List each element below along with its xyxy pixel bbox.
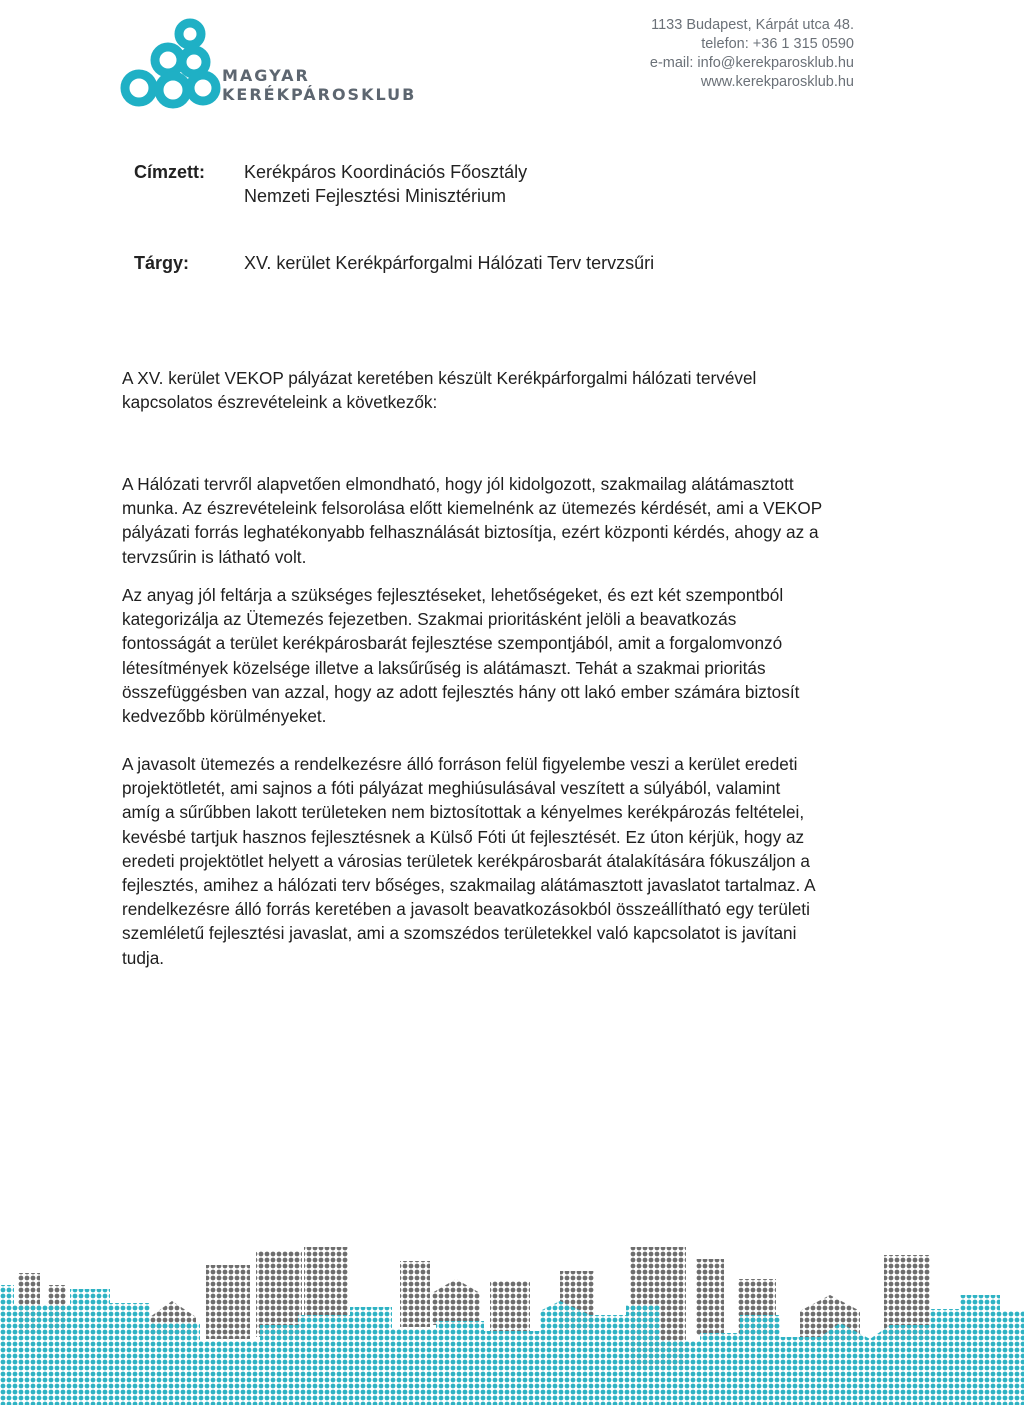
text-line: Az anyag jól feltárja a szükséges fejlesztéseket, lehetőségeket, és ezt két szempontból: [122, 585, 784, 605]
text-line: munka. Az észrevételeink felsorolása előtt kiemelnénk az ütemezés kérdését, ami a VEKOP: [122, 498, 823, 519]
text-line: fontosságát a terület kerékpárosbarát fejlesztése szempontjából, amit a forgalomvonzó: [122, 633, 783, 654]
text-line: amíg a sűrűbben lakott területeken nem biztosítottak a kényelmes kerékpározás feltételei,: [122, 802, 805, 823]
text-line: kevésbé tartjuk hasznos fejlesztésnek a Külső Fóti út fejlesztését. Ez úton kérjük, hogy az: [122, 826, 805, 847]
recipient-line-1: Kerékpáros Koordinációs Főosztály: [244, 162, 528, 182]
paragraph-2: [122, 583, 912, 728]
text-line: létesítmények közelsége illetve a laksűrűség is alátámaszt. Tehát a szakmai prioritás: [122, 657, 766, 678]
text-line: projektötletét, ami sajnos a fóti pályázat meghiúsulásával veszített a súlyából, valamint: [122, 778, 781, 799]
text-line: kapcsolatos észrevételeink a következők:: [122, 392, 438, 413]
text-line: kedvezőbb körülményeket.: [122, 706, 327, 727]
contact-address: 1133 Budapest, Kárpát utca 48.: [651, 17, 854, 33]
text-line: pályázati forrás leghatékonyabb felhasználását biztosítja, ezért központi kérdés, ahogy az a: [122, 522, 819, 543]
city-skyline-decoration: [0, 1245, 1024, 1405]
text-line: fejlesztés, amihez a hálózati terv bőséges, szakmailag alátámasztott javaslatot tartalmaz. A: [122, 875, 816, 896]
recipient-line-2: Nemzeti Fejlesztési Minisztérium: [244, 186, 507, 206]
subject-label: Tárgy:: [134, 253, 190, 273]
logo-wordmark: [222, 66, 416, 104]
text-line: tudja.: [122, 947, 165, 968]
contact-block: [650, 16, 854, 92]
intro-paragraph: [122, 366, 912, 414]
contact-phone: telefon: +36 1 315 0590: [701, 36, 854, 52]
text-line: tervzsűrin is látható volt.: [122, 546, 307, 567]
text-line: összefüggésben van azzal, hogy az adott fejlesztés hány ott lakó ember számára biztosít: [122, 681, 800, 702]
text-line: szemléletű fejlesztési javaslat, ami a szomszédos területekkel való kapcsolatot is javítani: [122, 923, 797, 944]
paragraph-3: [122, 752, 912, 970]
text-line: A XV. kerület VEKOP pályázat keretében készült Kerékpárforgalmi hálózati tervével: [122, 368, 757, 388]
text-line: A Hálózati tervről alapvetően elmondható, hogy jól kidolgozott, szakmailag alátámasztott: [122, 474, 794, 494]
logo-line-2: KERÉKPÁROSKLUB: [222, 85, 417, 104]
text-line: A javasolt ütemezés a rendelkezésre álló forráson felül figyelembe veszi a kerület eredeti: [122, 754, 798, 774]
text-line: eredeti projektötlet helyett a városias területek kerékpárosbarát átalakítására fókuszáljon a: [122, 850, 810, 871]
recipient-label: Címzett:: [134, 162, 205, 182]
text-line: kategorizálja az Ütemezés fejezetben. Szakmai prioritásként jelöli a beavatkozás: [122, 609, 737, 630]
text-line: rendelkezésre álló forrás keretében a javasolt beavatkozásokból összeállítható egy területi: [122, 899, 810, 920]
paragraph-1: [122, 472, 912, 569]
contact-web[interactable]: www.kerekparosklub.hu: [700, 74, 854, 90]
contact-email[interactable]: e-mail: info@kerekparosklub.hu: [649, 55, 854, 71]
logo-line-1: MAGYAR: [222, 66, 310, 85]
subject-value: XV. kerület Kerékpárforgalmi Hálózati Terv tervzsűri: [244, 253, 655, 273]
